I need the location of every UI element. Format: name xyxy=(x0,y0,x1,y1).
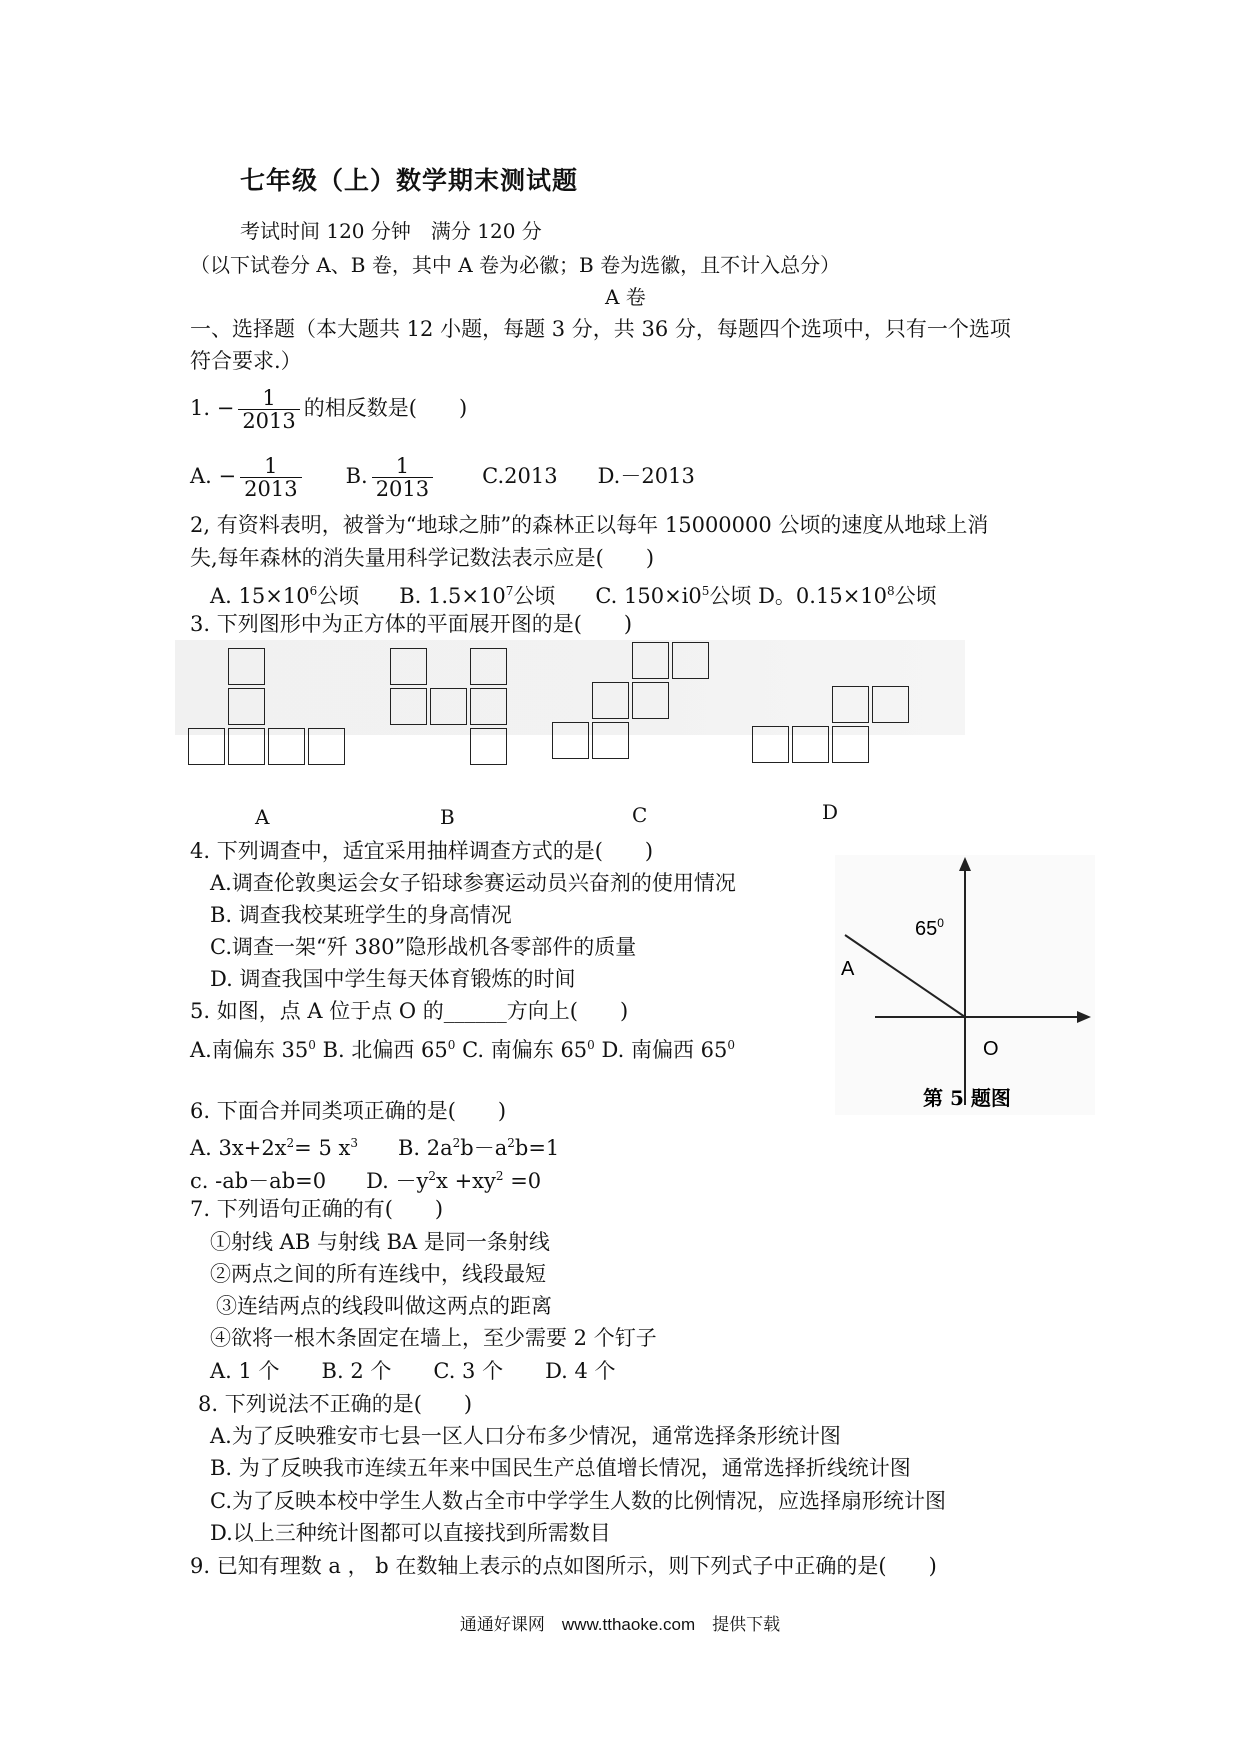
q2-option-b-exp: 7 xyxy=(505,584,514,598)
q4-option-c: C.调查一架“歼 380”隐形战机各零部件的质量 xyxy=(210,935,637,959)
q1-option-a-fraction xyxy=(240,455,301,500)
q8-option-d: D.以上三种统计图都可以直接找到所需数目 xyxy=(210,1521,611,1545)
q5-fig-caption: 第 5 题图 xyxy=(923,1086,1011,1110)
q6-option-d-rest: =0 xyxy=(503,1169,542,1193)
q6-text: 6. 下面合并同类项正确的是( ) xyxy=(190,1099,507,1123)
q1-suffix: 的相反数是( ) xyxy=(303,396,468,420)
q2-option-a-unit: 公顷 xyxy=(317,584,360,608)
q1-option-a-num: 1 xyxy=(240,455,301,478)
q1-fraction xyxy=(238,387,299,432)
q1-option-b-num: 1 xyxy=(372,455,433,478)
q1-options xyxy=(190,455,695,500)
q4-option-b: B. 调查我校某班学生的身高情况 xyxy=(210,903,512,927)
q2-option-b: B. 1.5×10 xyxy=(399,584,506,608)
q5-option-a: A.南偏东 35 xyxy=(190,1038,309,1062)
q6-exp: 2 xyxy=(495,1169,504,1183)
q3-text: 3. 下列图形中为正方体的平面展开图的是( ) xyxy=(190,612,633,636)
q6-option-a-rest: = 5 x xyxy=(294,1136,351,1160)
q2-option-b-unit: 公顷 xyxy=(513,584,556,608)
q5-fig-point-a: A xyxy=(841,958,855,980)
q5-option-a-deg: 0 xyxy=(308,1038,316,1052)
q1-option-b-label: B. xyxy=(345,464,368,488)
q7-options: A. 1 个 B. 2 个 C. 3 个 D. 4 个 xyxy=(210,1359,616,1383)
q1-option-d: D.－2013 xyxy=(597,464,695,488)
q5-option-c: C. 南偏东 65 xyxy=(462,1038,588,1062)
q2-options xyxy=(210,576,937,611)
q9-text: 9. 已知有理数 a ， b 在数轴上表示的点如图所示，则下列式子中正确的是( ) xyxy=(190,1554,937,1578)
q6-exp: 2 xyxy=(452,1136,461,1150)
q7-text: 7. 下列语句正确的有( ) xyxy=(190,1197,444,1221)
q1-option-c: C.2013 xyxy=(482,464,558,488)
q1-option-b-fraction xyxy=(372,455,433,500)
q6-options-ab xyxy=(190,1128,559,1163)
q6-exp: 3 xyxy=(350,1136,358,1150)
q4-option-a: A.调查伦敦奥运会女子铅球参赛运动员兴奋剂的使用情况 xyxy=(210,871,736,895)
q5-option-d: D. 南偏西 65 xyxy=(601,1038,728,1062)
net-label-b: B xyxy=(440,805,455,829)
q5-direction-figure xyxy=(835,855,1095,1115)
q5-fig-point-o: O xyxy=(983,1038,999,1060)
part1-heading-line2: 符合要求.） xyxy=(190,349,302,373)
q2-option-cd: 公顷 D。0.15×10 xyxy=(709,584,888,608)
q2-option-c: C. 150×i0 xyxy=(595,584,702,608)
q8-text: 8. 下列说法不正确的是( ) xyxy=(198,1392,473,1416)
net-label-d: D xyxy=(822,800,839,824)
q1-prefix: 1. − xyxy=(190,396,235,420)
q8-option-b: B. 为了反映我市连续五年来中国民生产总值增长情况，通常选择折线统计图 xyxy=(210,1456,911,1480)
q2-option-c-exp: 5 xyxy=(701,584,710,598)
q7-statement-4: ④欲将一根木条固定在墙上，至少需要 2 个钉子 xyxy=(210,1326,657,1350)
q1-denominator: 2013 xyxy=(242,409,296,433)
q1-numerator: 1 xyxy=(238,387,299,410)
q2-option-d-exp: 8 xyxy=(887,584,895,598)
q2-option-a: A. 15×10 xyxy=(210,584,310,608)
q6-option-a: A. 3x+2x xyxy=(190,1136,287,1160)
exam-note: （以下试卷分 A、B 卷，其中 A 卷为必徽；B 卷为选徽，且不计入总分） xyxy=(190,253,841,277)
q5-fig-angle: $65^0$ xyxy=(915,916,944,940)
q2-option-a-exp: 6 xyxy=(309,584,318,598)
q5-text: 5. 如图，点 A 位于点 O 的______方向上( ) xyxy=(190,999,629,1023)
q5-option-c-deg: 0 xyxy=(587,1038,595,1052)
question-1 xyxy=(190,387,467,432)
q6-options-cd xyxy=(190,1161,541,1196)
page-footer: 通通好课网 www.tthaoke.com 提供下载 xyxy=(459,1615,781,1634)
exam-time-info: 考试时间 120 分钟 满分 120 分 xyxy=(240,219,542,243)
q7-statement-1: ①射线 AB 与射线 BA 是同一条射线 xyxy=(210,1230,550,1254)
q8-option-a: A.为了反映雅安市七县一区人口分布多少情况，通常选择条形统计图 xyxy=(210,1424,841,1448)
q5-option-b: B. 北偏西 65 xyxy=(322,1038,448,1062)
q7-statement-3: ③连结两点的线段叫做这两点的距离 xyxy=(216,1294,552,1318)
part1-heading-line1: 一、选择题（本大题共 12 小题，每题 3 分，共 36 分，每题四个选项中，只有一个选项 xyxy=(190,317,1011,341)
q4-text: 4. 下列调查中，适宜采用抽样调查方式的是( ) xyxy=(190,839,654,863)
q6-exp: 2 xyxy=(286,1136,295,1150)
q1-option-a-den: 2013 xyxy=(244,477,298,501)
q1-option-b-den: 2013 xyxy=(375,477,430,501)
net-label-a: A xyxy=(255,805,270,829)
page-title: 七年级（上）数学期末测试题 xyxy=(240,166,579,195)
q2-line2: 失,每年森林的消失量用科学记数法表示应是( ) xyxy=(190,546,655,570)
q6-exp: 2 xyxy=(428,1169,437,1183)
q4-option-d: D. 调查我国中学生每天体育锻炼的时间 xyxy=(210,967,576,991)
q8-option-c: C.为了反映本校中学生人数占全市中学学生人数的比例情况，应选择扇形统计图 xyxy=(210,1489,946,1513)
q6-option-b-mid: b－a xyxy=(460,1136,508,1160)
section-label: A 卷 xyxy=(605,285,646,309)
q5-option-d-deg: 0 xyxy=(727,1038,735,1052)
net-label-c: C xyxy=(632,803,648,827)
q6-option-d: D. －y xyxy=(366,1169,429,1193)
q6-option-d-mid: x +xy xyxy=(436,1169,496,1193)
q6-option-b: B. 2a xyxy=(397,1136,453,1160)
q5-option-b-deg: 0 xyxy=(447,1038,456,1052)
q2-option-d-unit: 公顷 xyxy=(894,584,937,608)
q1-option-a-label: A. − xyxy=(190,464,237,488)
q5-options xyxy=(190,1030,735,1065)
q7-statement-2: ②两点之间的所有连线中，线段最短 xyxy=(210,1262,546,1286)
q6-option-b-rest: b=1 xyxy=(514,1136,560,1160)
q6-exp: 2 xyxy=(507,1136,515,1150)
q2-line1: 2, 有资料表明，被誉为“地球之肺”的森林正以每年 15000000 公顷的速度从地球上消 xyxy=(190,513,989,537)
q6-option-c: c. -ab－ab=0 xyxy=(190,1169,327,1193)
